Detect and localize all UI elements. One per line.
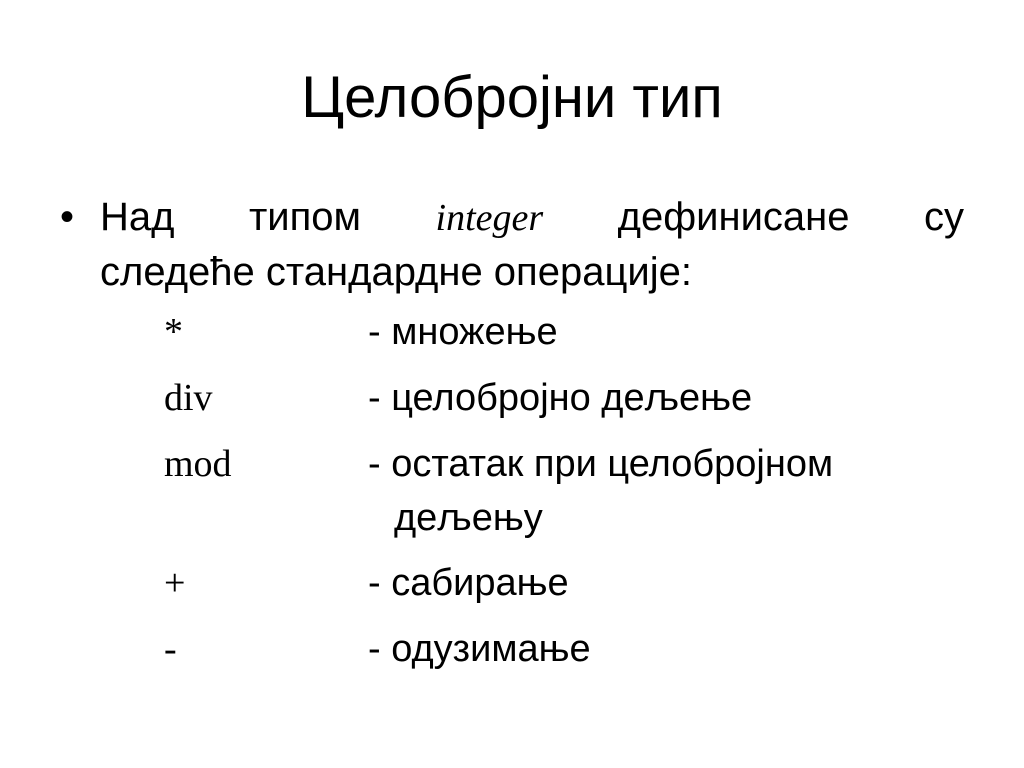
bullet-word-integer: integer: [435, 197, 544, 239]
operation-row: [0, 558, 1024, 618]
bullet-text: [100, 190, 964, 299]
operation-row: [0, 624, 1024, 684]
operation-description: - целобројно дељење: [368, 377, 753, 419]
bullet-marker: •: [60, 195, 75, 239]
bullet-word-1: Над: [100, 195, 175, 239]
bullet-line-1: [100, 190, 964, 245]
slide-title: Целобројни тип: [301, 65, 723, 130]
operation-symbol: div: [164, 377, 213, 419]
operation-symbol: *: [164, 311, 183, 353]
operation-description: - сабирање: [368, 562, 569, 604]
bullet-word-4: дефинисане: [617, 195, 850, 239]
operation-row: [0, 373, 1024, 433]
operation-description: - множење: [368, 311, 558, 353]
operation-symbol: mod: [164, 443, 232, 485]
operation-description-continuation: дељењу: [394, 497, 543, 539]
operation-description: - одузимање: [368, 628, 591, 670]
bullet-line-2: следеће стандардне операције:: [100, 250, 692, 294]
operation-row: [0, 307, 1024, 367]
bullet-word-5: су: [924, 195, 964, 239]
operation-description: - остатак при целобројном: [368, 443, 834, 485]
operation-row: [0, 439, 1024, 553]
operation-symbol: -: [164, 628, 177, 670]
operation-symbol: +: [164, 562, 186, 604]
bullet-word-2: типом: [248, 195, 362, 239]
